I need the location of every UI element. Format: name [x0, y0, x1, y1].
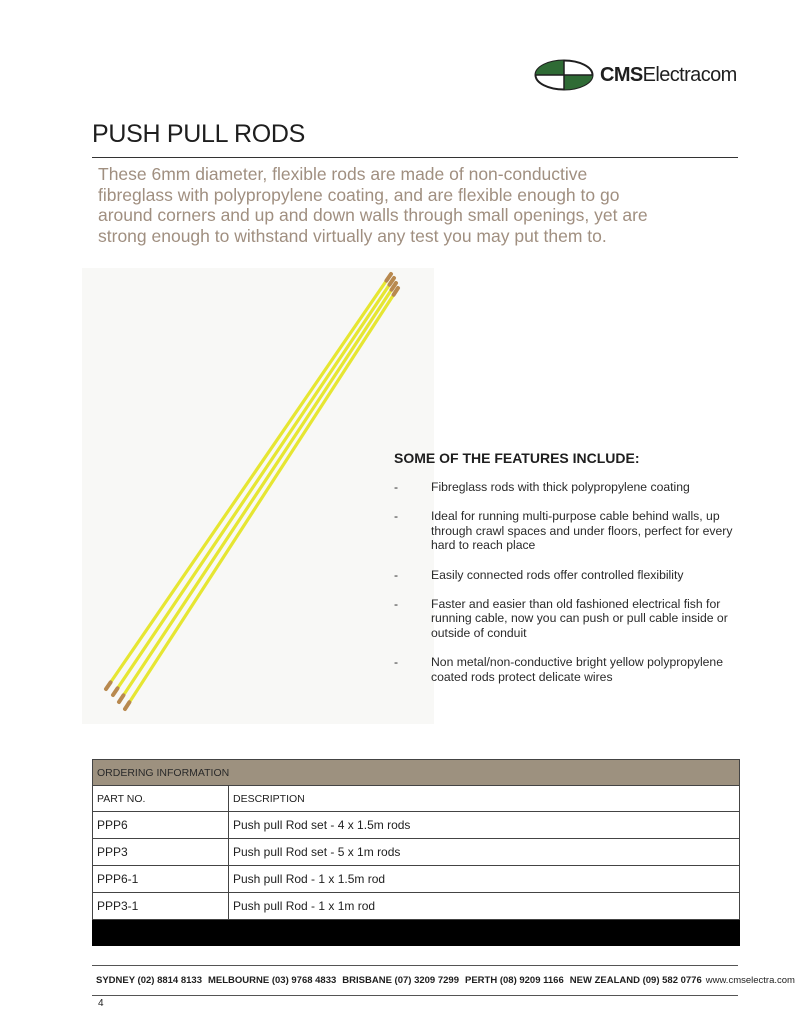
rod-connector-1-1 — [386, 274, 391, 281]
list-item — [394, 509, 754, 553]
features-heading: SOME OF THE FEATURES INCLUDE: — [394, 450, 640, 466]
feature-text: Ideal for running multi-purpose cable behind walls, up through crawl spaces and under floors, perfect for every hard to reach place — [431, 509, 733, 553]
part-description: Push pull Rod - 1 x 1.5m rod — [229, 866, 740, 893]
part-number: PPP6-1 — [93, 866, 229, 893]
brand-logo — [534, 58, 737, 92]
list-dash: - — [394, 480, 399, 494]
office-perth: PERTH (08) 9209 1166 — [465, 974, 564, 986]
list-dash: - — [394, 596, 399, 611]
table-footer-bar — [93, 920, 740, 946]
part-description: Push pull Rod set - 4 x 1.5m rods — [229, 812, 740, 839]
footer-divider-bottom — [92, 995, 738, 996]
part-description: Push pull Rod set - 5 x 1m rods — [229, 839, 740, 866]
title-divider — [92, 157, 738, 158]
feature-text: Faster and easier than old fashioned electrical fish for running cable, now you can push or pull cable inside or outside of conduit — [431, 596, 728, 640]
feature-text: Easily connected rods offer controlled flexibility — [431, 567, 684, 582]
table-footer-cell — [93, 920, 740, 946]
ordering-table — [92, 759, 740, 946]
list-dash: - — [394, 567, 399, 582]
list-item — [394, 655, 754, 684]
page-number: 4 — [98, 998, 104, 1009]
table-row — [93, 866, 740, 893]
page-title: PUSH PULL RODS — [92, 120, 305, 148]
rod-connector-2-2 — [113, 688, 117, 695]
feature-text: Fibreglass rods with thick polypropylene coating — [431, 480, 690, 494]
rod-4 — [125, 288, 398, 709]
website-link[interactable]: www.cmselectra.com — [705, 974, 795, 986]
office-melbourne: MELBOURNE (03) 9768 4833 — [207, 974, 337, 986]
brand-wordmark: CMSElectracom — [600, 64, 737, 86]
column-header-description: DESCRIPTION — [229, 786, 740, 812]
list-item — [394, 597, 754, 641]
rod-1 — [106, 274, 391, 689]
part-description: Push pull Rod - 1 x 1m rod — [229, 893, 740, 920]
list-dash: - — [394, 655, 399, 670]
feature-text: Non metal/non-conductive bright yellow polypropylene coated rods protect delicate wires — [431, 655, 723, 684]
table-header-row — [93, 760, 740, 786]
table-row — [93, 893, 740, 920]
column-header-part: PART NO. — [93, 786, 229, 812]
rod-connector-4-2 — [125, 702, 129, 709]
office-new-zealand: NEW ZEALAND (09) 582 0776 — [569, 974, 702, 986]
rod-connector-1-2 — [106, 682, 111, 689]
rod-3 — [119, 283, 396, 702]
part-number: PPP3 — [93, 839, 229, 866]
table-column-header-row — [93, 786, 740, 812]
list-item — [394, 568, 754, 583]
list-item — [394, 480, 754, 495]
push-pull-rods-image — [82, 268, 434, 724]
office-sydney: SYDNEY (02) 8814 8133 — [96, 974, 202, 986]
features-list — [394, 480, 754, 684]
list-dash: - — [394, 509, 399, 524]
office-brisbane: BRISBANE (07) 3209 7299 — [342, 974, 459, 986]
part-number: PPP6 — [93, 812, 229, 839]
rod-connector-3-2 — [119, 695, 123, 702]
footer-divider-top — [92, 965, 738, 966]
features-section — [394, 450, 754, 699]
product-photo — [82, 268, 434, 724]
rod-2 — [113, 278, 394, 695]
table-row — [93, 839, 740, 866]
footer-contacts — [96, 971, 795, 989]
intro-paragraph: These 6mm diameter, flexible rods are made of non-conductive fibreglass with polypropylene coating, and are flexible enough to go around corners and up and down walls through small openings, yet are strong enough to withstand virtually any test you may put them to. — [98, 164, 648, 246]
part-number: PPP3-1 — [93, 893, 229, 920]
table-row — [93, 812, 740, 839]
cms-emblem-icon — [534, 59, 594, 91]
ordering-heading: ORDERING INFORMATION — [93, 760, 740, 786]
